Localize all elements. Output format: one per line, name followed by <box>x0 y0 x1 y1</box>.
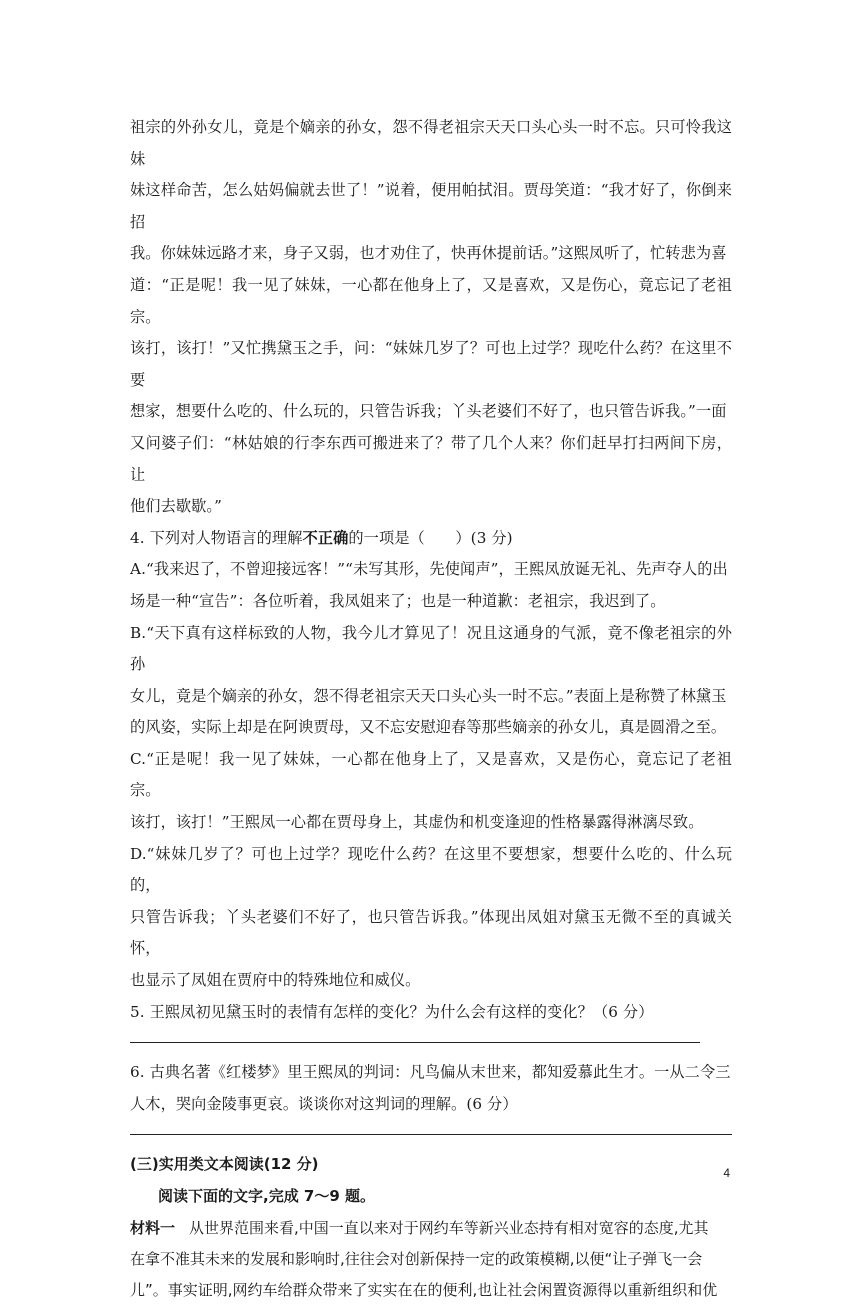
passage-line: 道：“正是呢！我一见了妹妹，一心都在他身上了，又是喜欢，又是伤心，竟忘记了老祖宗。 <box>130 275 732 326</box>
answer-line-q6[interactable] <box>130 1134 732 1135</box>
document-page <box>130 112 732 1306</box>
option-line: B.“天下真有这样标致的人物，我今儿才算见了！况且这通身的气派，竟不像老祖宗的外孙 <box>130 623 732 674</box>
material-line <box>130 1213 732 1244</box>
option-line: 只管告诉我；丫头老婆们不好了，也只管告诉我。”体现出凤姐对黛玉无微不至的真诚关怀， <box>130 907 732 958</box>
option-b <box>130 618 732 744</box>
option-line: 女儿，竟是个嫡亲的孙女，怨不得老祖宗天天口头心头一时不忘。”表面上是称赞了林黛玉 <box>130 686 727 705</box>
option-line: 场是一种“宣告”：各位听着，我凤姐来了；也是一种道歉：老祖宗，我迟到了。 <box>130 591 666 610</box>
reading-passage <box>130 112 732 523</box>
option-a <box>130 554 732 617</box>
option-line: 该打，该打！”王熙凤一心都在贾母身上，其虚伪和机变逢迎的性格暴露得淋漓尽致。 <box>130 813 704 832</box>
option-d <box>130 839 732 997</box>
section-heading: (三)实用类文本阅读(12 分) <box>130 1155 319 1174</box>
option-c <box>130 744 732 839</box>
option-line: D.“妹妹几岁了？可也上过学？现吃什么药？在这里不要想家，想要什么吃的、什么玩的， <box>130 844 732 895</box>
passage-line: 祖宗的外孙女儿，竟是个嫡亲的孙女，怨不得老祖宗天天口头心头一时不忘。只可怜我这妹 <box>130 118 732 168</box>
question-4 <box>130 523 732 555</box>
section-instruction: 阅读下面的文字,完成 7～9 题。 <box>158 1187 376 1206</box>
question-4-suffix: 的一项是（ ）(3 分) <box>348 528 513 547</box>
question-6-line: 6. 古典名著《红楼梦》里王熙凤的判词：凡鸟偏从末世来，都知爱慕此生才。一从二令三 <box>130 1063 731 1082</box>
passage-line: 又问婆子们：“林姑娘的行李东西可搬进来了？带了几个人来？你们赶早打扫两间下房，让 <box>130 433 732 484</box>
question-6-line: 人木，哭向金陵事更哀。谈谈你对这判词的理解。(6 分） <box>130 1094 518 1113</box>
material-line: 儿”。事实证明,网约车给群众带来了实实在在的便利,也让社会闲置资源得以重新组织和优 <box>130 1281 718 1300</box>
passage-line: 我。你妹妹远路才来，身子又弱，也才劝住了，快再休提前话。”这熙凤听了，忙转悲为喜 <box>130 244 727 263</box>
material-text: 从世界范围来看,中国一直以来对于网约车等新兴业态持有相对宽容的态度,尤其 <box>189 1219 709 1238</box>
option-line: 的风姿，实际上却是在阿谀贾母，又不忘安慰迎春等那些嫡亲的孙女儿，真是圆滑之至。 <box>130 718 727 737</box>
material-line: 在拿不准其未来的发展和影响时,往往会对创新保持一定的政策模糊,以便“让子弹飞一会 <box>130 1250 703 1269</box>
passage-line: 妹这样命苦，怎么姑妈偏就去世了！”说着，便用帕拭泪。贾母笑道：“我才好了，你倒来招 <box>130 181 732 231</box>
answer-line-q5[interactable] <box>130 1042 700 1043</box>
option-line: A.“我来迟了，不曾迎接远客！”“未写其形，先使闻声”，王熙凤放诞无礼、先声夺人的出 <box>130 560 728 579</box>
option-line: 也显示了凤姐在贾府中的特殊地位和威仪。 <box>130 971 421 990</box>
question-4-prefix: 4. 下列对人物语言的理解 <box>130 528 303 547</box>
material-label: 材料一 <box>130 1219 176 1238</box>
option-line: C.“正是呢！我一见了妹妹，一心都在他身上了，又是喜欢，又是伤心，竟忘记了老祖宗。 <box>130 749 732 800</box>
passage-line: 他们去歇歇。” <box>130 497 222 516</box>
question-5: 5. 王熙凤初见黛玉时的表情有怎样的变化？为什么会有这样的变化？（6 分） <box>130 1002 654 1021</box>
passage-line: 想家，想要什么吃的、什么玩的，只管告诉我；丫头老婆们不好了，也只管告诉我。”一面 <box>130 402 727 421</box>
passage-line: 该打，该打！”又忙携黛玉之手，问：“妹妹几岁了？可也上过学？现吃什么药？在这里不要 <box>130 339 732 389</box>
page-number: 4 <box>723 1166 730 1180</box>
question-4-emphasis: 不正确 <box>302 528 349 547</box>
